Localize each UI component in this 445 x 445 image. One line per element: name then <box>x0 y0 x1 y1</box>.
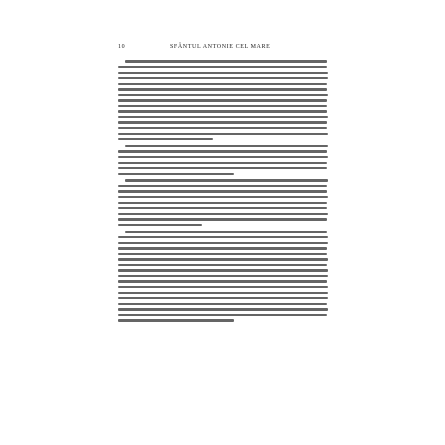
text-line <box>125 179 328 181</box>
text-line <box>118 190 327 192</box>
text-line <box>118 292 328 294</box>
text-line <box>118 280 327 282</box>
text-line <box>118 156 328 158</box>
text-line <box>118 77 328 79</box>
text-line <box>118 150 327 152</box>
text-line <box>118 66 327 68</box>
running-title: SFÂNTUL ANTONIE CEL MARE <box>170 44 271 50</box>
text-line <box>118 83 327 85</box>
text-line <box>118 127 327 129</box>
text-line <box>118 202 327 204</box>
text-line <box>118 275 328 277</box>
text-line <box>118 116 328 118</box>
text-line <box>118 121 327 123</box>
text-line <box>118 286 328 288</box>
text-line <box>118 314 327 316</box>
text-line <box>118 269 328 271</box>
text-line <box>125 231 327 233</box>
text-line <box>118 173 234 175</box>
text-line <box>118 162 327 164</box>
page-number: 10 <box>118 44 126 50</box>
text-line <box>118 224 202 226</box>
text-line <box>125 60 327 62</box>
text-line <box>118 99 327 101</box>
text-line <box>118 138 213 140</box>
text-line <box>118 110 327 112</box>
text-line <box>118 185 327 187</box>
text-line <box>118 303 327 305</box>
text-line <box>118 297 328 299</box>
text-line <box>118 258 328 260</box>
text-line <box>118 253 327 255</box>
text-line <box>118 88 327 90</box>
text-line <box>118 213 328 215</box>
text-line <box>118 264 327 266</box>
text-line <box>118 133 328 135</box>
text-line <box>118 196 328 198</box>
text-line <box>118 242 328 244</box>
text-line <box>118 218 327 220</box>
text-line <box>118 236 328 238</box>
text-line <box>118 247 327 249</box>
text-line <box>125 145 328 147</box>
text-line <box>118 207 327 209</box>
text-line <box>118 167 327 169</box>
text-line <box>118 319 234 321</box>
text-line <box>118 94 328 96</box>
page-header <box>118 44 328 54</box>
body-text <box>118 59 328 359</box>
text-line <box>118 105 327 107</box>
text-line <box>118 308 328 310</box>
text-line <box>118 72 328 74</box>
